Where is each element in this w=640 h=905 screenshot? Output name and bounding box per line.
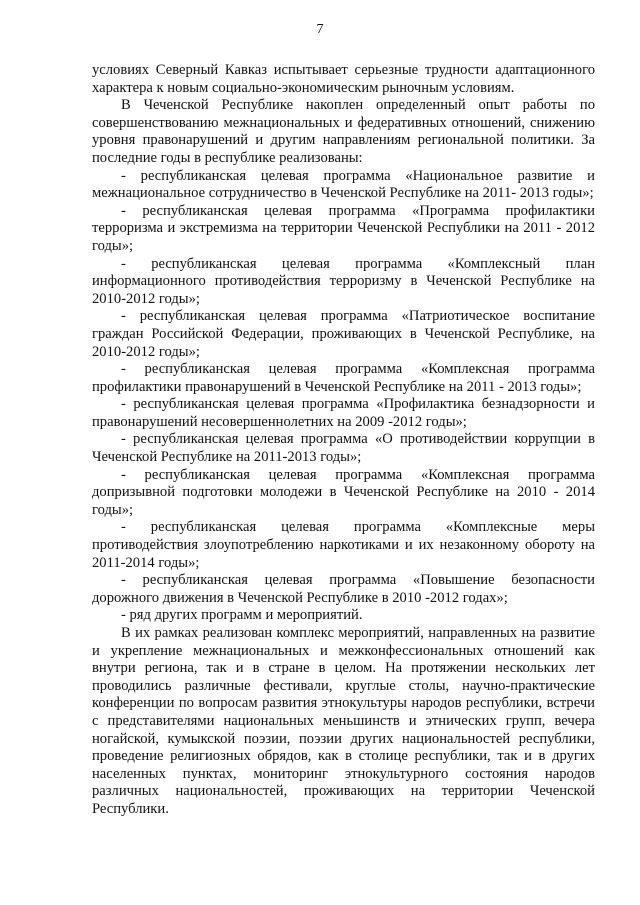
program-list-item: - ряд других программ и мероприятий.: [121, 607, 363, 624]
program-list-item: - республиканская целевая программа «Повышение безопасности дорожного движения в Чеченской Республике в 2010 -2012 годах»;: [92, 572, 595, 606]
program-list-item: - республиканская целевая программа «Комплексный план информационного противодействия терроризму в Чеченской Республике на 2010-2012 годы»;: [92, 255, 595, 307]
paragraph-activities: В их рамках реализован комплекс мероприятий, направленных на развитие и укрепление межнациональных и межконфессиональных отношений как внутри региона, так и в стране в целом. На протяжении нескольких лет проводились различные фестивали, круглые столы, научно-практические конференции по вопросам развития этнокультуры народов республики, встречи с представителями национальных меньшинств и этнических групп, вечера ногайской, кумыкской поэзии, поэзии других национальностей республики, проведение религиозных обрядов, как в столице республики, так и в других населенных пунктах, мониторинг этнокультурного состояния народов различных национальностей, проживающих на территории Чеченской Республики.: [92, 625, 595, 817]
program-list-item: - республиканская целевая программа «Профилактика безнадзорности и правонарушений несовершеннолетних на 2009 -2012 годы»;: [92, 396, 595, 430]
program-list-item: - республиканская целевая программа «Комплексная программа допризывной подготовки молодежи в Чеченской Республике на 2010 - 2014 годы»;: [92, 466, 595, 518]
program-list-item: - республиканская целевая программа «Комплексная программа профилактики правонарушений в Чеченской Республике на 2011 - 2013 годы»;: [92, 361, 595, 395]
program-list-item: - республиканская целевая программа «Национальное развитие и межнациональное сотрудничество в Чеченской Республике на 2011- 2013 годы»;: [92, 167, 595, 202]
document-body: [92, 62, 595, 819]
program-list-item: - республиканская целевая программа «Патриотическое воспитание граждан Российской Федерации, проживающих в Чеченской Республике, на 2010-2012 годы»;: [92, 308, 595, 360]
program-list-item: - республиканская целевая программа «Программа профилактики терроризма и экстремизма на территории Чеченской Республики на 2011 - 2012 годы»;: [92, 202, 595, 254]
paragraph-continuation: условиях Северный Кавказ испытывает серьезные трудности адаптационного характера к новым социально-экономическим рыночным условиям.: [92, 62, 595, 96]
paragraph-intro: В Чеченской Республике накоплен определенный опыт работы по совершенствованию межнациональных и федеративных отношений, снижению уровня правонарушений и другим направлениям региональной политики. За последние годы в республике реализованы:: [92, 97, 595, 166]
program-list-item: - республиканская целевая программа «О противодействии коррупции в Чеченской Республике на 2011-2013 годы»;: [92, 431, 595, 466]
program-list-item: - республиканская целевая программа «Комплексные меры противодействия злоупотреблению наркотиками и их незаконному обороту на 2011-2014 годы»;: [92, 519, 595, 571]
page-number: 7: [316, 22, 324, 37]
